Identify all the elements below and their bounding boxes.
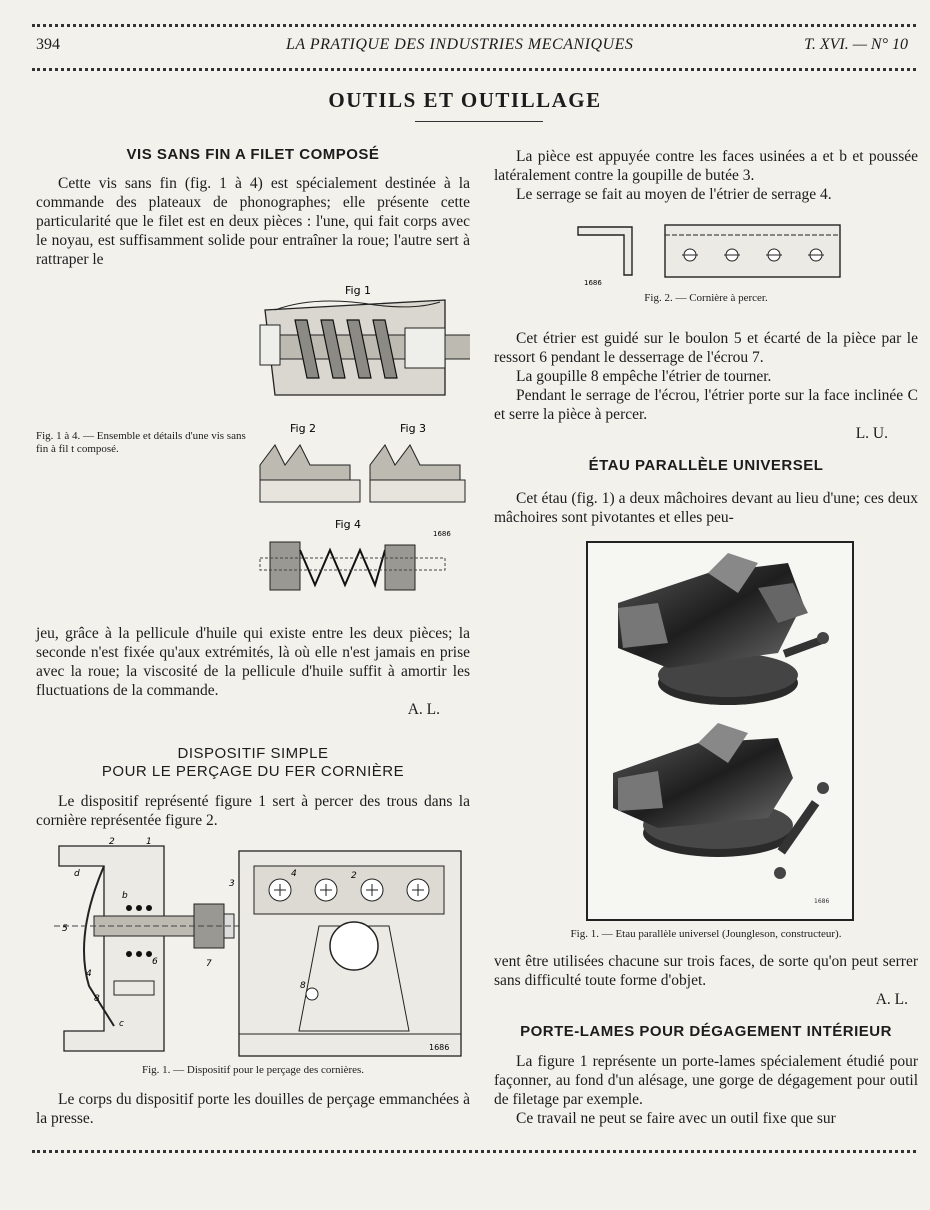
worm-screw-continued: [36, 624, 470, 719]
drilling-paragraph-5: Cet étrier est guidé sur le boulon 5 et écarté de la pièce par le ressort 6 pendant le desserrage de l'écrou 7.: [494, 330, 918, 366]
worm-screw-intro: [36, 174, 470, 269]
fig-number: 2: [109, 837, 115, 847]
fig4-label: Fig 4: [335, 518, 362, 531]
fig-number: b: [122, 891, 128, 901]
vise-photo-drawing: [588, 543, 852, 919]
drilling-body-right-2: [494, 329, 918, 443]
vise-title: ÉTAU PARALLÈLE UNIVERSEL: [588, 457, 824, 474]
fig2-label: Fig 2: [290, 422, 317, 435]
worm-screw-paragraph-1: Cette vis sans fin (fig. 1 à 4) est spécialement destinée à la commande des plateaux de phonographes; elle présente cette particularité que le filet est en deux pièces : l'une, qui fait corps avec le noyau, est suffisamment solide pour entraîner la roue; l'autre sert à rattraper le: [36, 175, 470, 268]
fig-number: d: [74, 869, 80, 879]
page-number: 394: [36, 36, 60, 53]
angle-iron-caption: Fig. 2. — Cornière à percer.: [644, 292, 768, 304]
worm-screw-caption: Fig. 1 à 4. — Ensemble et détails d'une vis sans fin à fil t composé.: [36, 430, 246, 455]
drilling-paragraph-4: Le serrage se fait au moyen de l'étrier de serrage 4.: [516, 186, 832, 203]
vise-caption: Fig. 1. — Etau parallèle universel (Joungleson, constructeur).: [570, 928, 842, 940]
fig-mark: 1686: [433, 530, 451, 538]
journal-title: LA PRATIQUE DES INDUSTRIES MECANIQUES: [286, 36, 634, 53]
fig-number: 8: [94, 994, 100, 1004]
volume-issue: T. XVI. — N° 10: [804, 36, 908, 53]
worm-screw-drawing: [255, 280, 470, 610]
vise-photo: [586, 541, 854, 921]
fig-number: 5: [62, 924, 68, 934]
fig-number: 4: [291, 869, 297, 879]
angle-iron-drawing: [570, 215, 850, 295]
fig-number: 8: [300, 981, 306, 991]
vise-paragraph-1: Cet étau (fig. 1) a deux mâchoires devant au lieu d'une; ces deux mâchoires sont pivotantes et elles peu-: [494, 490, 918, 526]
worm-screw-figures: [255, 280, 470, 610]
drilling-fixture-caption: Fig. 1. — Dispositif pour le perçage des cornières.: [141, 1064, 365, 1076]
drilling-body-right: [494, 147, 918, 204]
toolholder-paragraph-2: Ce travail ne peut se faire avec un outil fixe que sur: [516, 1110, 836, 1127]
angle-iron-figure: [570, 215, 850, 295]
toolholder-heading-block: [494, 1023, 918, 1041]
worm-screw-heading-block: [36, 146, 470, 164]
drilling-title-line-2: POUR LE PERÇAGE DU FER CORNIÈRE: [101, 763, 405, 780]
drilling-paragraph-2: Le corps du dispositif porte les douilles de perçage emmanchées à la presse.: [36, 1091, 470, 1127]
fig1-label: Fig 1: [345, 284, 372, 297]
fig-number: 2: [351, 871, 357, 881]
worm-screw-signature: A. L.: [407, 701, 440, 718]
toolholder-title: PORTE-LAMES POUR DÉGAGEMENT INTÉRIEUR: [520, 1023, 892, 1040]
fig-mark: 1686: [429, 1043, 450, 1052]
section-rubric: OUTILS ET OUTILLAGE: [328, 88, 602, 112]
vise-paragraph-2: vent être utilisées chacune sur trois faces, de sorte qu'on peut serrer sans difficulté toute forme d'objet.: [494, 953, 918, 989]
fig-number: c: [119, 1019, 124, 1029]
vise-fig-mark: 1686: [814, 898, 830, 905]
top-dotted-rule: [32, 24, 916, 27]
drilling-paragraph-7: Pendant le serrage de l'écrou, l'étrier porte sur la face inclinée C et serre la pièce à percer.: [494, 387, 918, 423]
fig-number: 4: [86, 969, 92, 979]
fig-number: 1: [146, 837, 152, 847]
fig2-mark: 1686: [584, 279, 602, 287]
drilling-signature: L. U.: [855, 425, 888, 442]
vise-intro: [494, 489, 918, 527]
worm-screw-paragraph-2: jeu, grâce à la pellicule d'huile qui existe entre les deux pièces; la seconde n'est fixée qu'aux extrémités, là où elle n'est jamais en prise avec la roue; la viscosité de la pellicule d'huile suffit à amortir les fluctuations de la commande.: [36, 625, 470, 699]
fig-number: 3: [229, 879, 235, 889]
drilling-paragraph-6: La goupille 8 empêche l'étrier de tourner.: [516, 368, 772, 385]
vise-body: [494, 952, 918, 1009]
fig3-label: Fig 3: [400, 422, 427, 435]
fig-number: 7: [206, 959, 212, 969]
toolholder-paragraph-1: La figure 1 représente un porte-lames spécialement étudié pour façonner, au fond d'un alésage, une gorge de dégagement pour outil de filetage par exemple.: [494, 1053, 918, 1108]
drilling-title-line-1: DISPOSITIF SIMPLE: [177, 745, 329, 762]
fig-number: 6: [152, 957, 158, 967]
drilling-fixture-drawing: [54, 836, 466, 1061]
rubric-rule: [415, 121, 543, 122]
worm-screw-title: VIS SANS FIN A FILET COMPOSÉ: [126, 146, 380, 163]
header-dotted-rule: [32, 68, 916, 71]
toolholder-body: [494, 1052, 918, 1128]
drilling-paragraph-1: Le dispositif représenté figure 1 sert à percer des trous dans la cornière représentée figure 2.: [36, 793, 470, 829]
drilling-heading-block: [36, 745, 470, 781]
running-head: [36, 36, 908, 56]
drilling-body-left: [36, 1090, 470, 1128]
drilling-intro: [36, 792, 470, 830]
drilling-fixture-figure: [54, 836, 466, 1061]
footer-dotted-rule: [32, 1150, 916, 1153]
drilling-paragraph-3: La pièce est appuyée contre les faces usinées a et b et poussée latéralement contre la goupille de butée 3.: [494, 148, 918, 184]
vise-heading-block: [494, 457, 918, 475]
vise-signature: A. L.: [875, 991, 908, 1008]
